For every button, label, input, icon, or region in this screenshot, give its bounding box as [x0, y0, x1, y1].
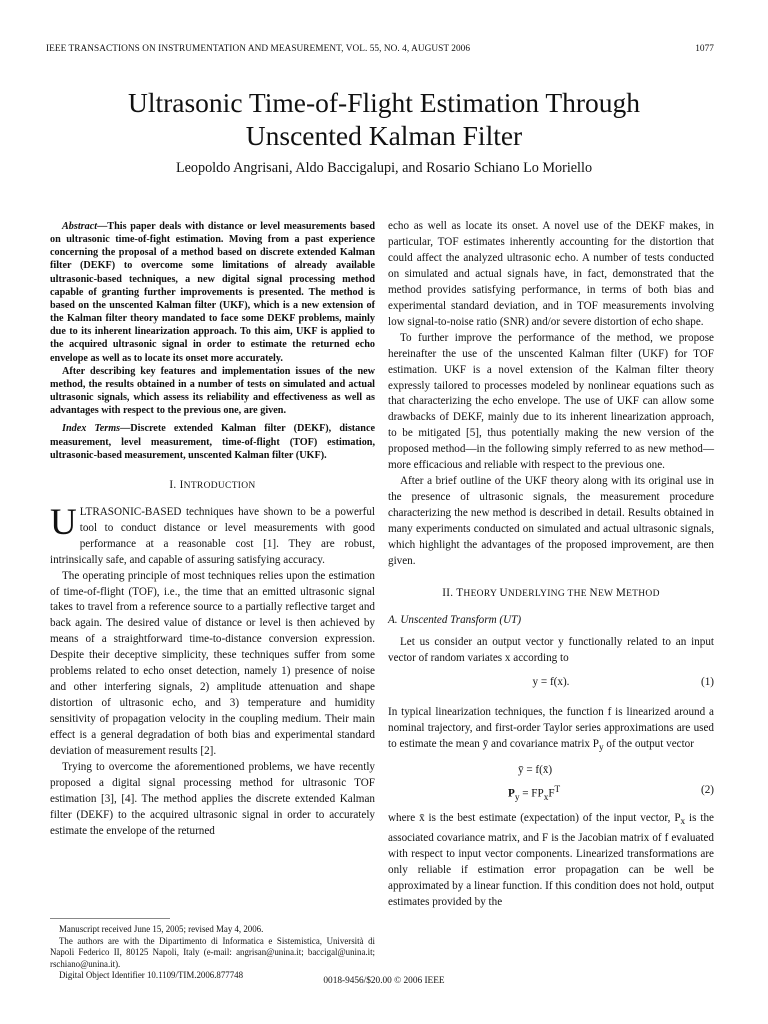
- drop-cap: U: [50, 501, 77, 543]
- footnote-2: The authors are with the Dipartimento di Informatica e Sistemistica, Università di Napoli Federico II, 80125 Napoli, Italy (e-mail: angrisan@unina.it; baccigal@unina.it; rschiano@unina.it).: [50, 935, 375, 969]
- authors: Leopoldo Angrisani, Aldo Baccigalupi, and Rosario Schiano Lo Moriello: [175, 160, 593, 176]
- right-column: [388, 219, 714, 911]
- section-1-heading: I. INTRODUCTION: [169, 478, 256, 491]
- title-line-2: Unscented Kalman Filter: [245, 120, 523, 151]
- ut-p1: Let us consider an output vector y functionally related to an input vector of random variates x according to: [388, 635, 714, 664]
- index-terms: [50, 422, 375, 461]
- intro-p1: ULTRASONIC-BASED techniques have shown to be a powerful tool to conduct distance or level measurements with good performance at a reasonable cost [1]. They are robust, intrinsically safe, and capable of assuring satisfying accuracy.: [50, 501, 375, 566]
- index-terms-text: —Discrete extended Kalman filter (DEKF), distance measurement, level measurement, time-of-flight (TOF) estimation, ultrasonic-based measurement, unscented Kalman filter (UKF).: [50, 423, 375, 461]
- ut-p2: In typical linearization techniques, the function f is linearized around a nominal trajectory, and first-order Taylor series approximations are used to estimate the mean ȳ and covariance matrix $P_y$ of the output vector: [388, 705, 714, 753]
- right-p2: To further improve the performance of the method, we propose hereinafter the use of the unscented Kalman filter (UKF) for TOF estimation. UKF is a novel extension of the Kalman filter theory expressly tailored to processes modeled by nonlinear equations such as that characterizing the echo envelope. The use of UKF can allow some drawbacks of DEKF, mainly due to its inherent linearization approach, to be mitigated [5], thus potentially making the new version of the proposed method—in the following simply referred to as new method—more efficacious and reliable with respect to the previous one.: [388, 331, 714, 472]
- equation-1-number: (1): [701, 675, 714, 688]
- ut-p3: where x̄ is the best estimate (expectation) of the input vector, $P_x$ is the associated covariance matrix, and F is the Jacobian matrix of f evaluated with respect to input vector components. Linearized transformations are only reliable if estimation error propagation can be well be approximated by a linear function. If this condition does not hold, output estimates provided by the: [388, 811, 714, 908]
- equation-1-body: y = f(x).: [532, 675, 570, 688]
- page-number: 1077: [695, 44, 714, 54]
- intro-p3: Trying to overcome the aforementioned problems, we have recently proposed a digital signal processing method for ultrasonic TOF estimation [3], [4]. The method applies the discrete extended Kalman filter (DEKF) to the acquired ultrasonic signal in order to accurately estimate the envelope of the returned: [50, 761, 375, 837]
- left-column: [50, 220, 375, 840]
- equation-2-line-1: ȳ = f(x̄): [518, 763, 553, 776]
- intro-p2: The operating principle of most techniques relies upon the estimation of time-of-flight (TOF), i.e., the time that an emitted ultrasonic signal takes to travel from a reference source to a partially reflective target and back again. The desired value of distance or level is then achieved by means of a straightforward time-to-distance conversion expression. Despite their deceptive simplicity, these techniques suffer from some problems related to echo onset detection, namely 1) presence of noise and other interfering signals, 2) amplitude attenuation and shape distortion of ultrasonic echo, and 3) temperature and humidity sensitivity of propagation velocity in the coupling medium. Their main effect is a general degradation of both bias and experimental standard deviation of measurement results [2].: [50, 569, 375, 758]
- footnote-3: Digital Object Identifier 10.1109/TIM.2006.877748: [59, 970, 244, 981]
- subsection-a-heading: A. Unscented Transform (UT): [388, 613, 522, 626]
- equation-2-number: (2): [701, 783, 714, 796]
- journal-header: IEEE TRANSACTIONS ON INSTRUMENTATION AND MEASUREMENT, VOL. 55, NO. 4, AUGUST 2006: [46, 44, 471, 54]
- abstract-label: Abstract: [62, 221, 98, 232]
- right-p1: echo as well as locate its onset. A novel use of the DEKF makes, in particular, TOF estimates inherently accounting for the distortion that could affect the analyzed ultrasonic echo. A number of tests conducted on simulated and actual signals have, in fact, demonstrated that the method provides satisfying performance, in terms of both bias and experimental standard deviation, and in TOF measurements involving low signal-to-noise ratio (SNR) and/or severe distortion of echo shape.: [388, 220, 714, 328]
- paper-title: [0, 86, 768, 152]
- equation-2-line-2: $P_y = FP_xF^T$: [508, 784, 561, 803]
- equation-2: [388, 763, 714, 805]
- equation-1: [388, 675, 714, 697]
- footnote-rule: [50, 918, 170, 919]
- index-terms-label: Index Terms: [62, 423, 121, 435]
- running-header: [46, 44, 714, 54]
- abstract-p2: After describing key features and implementation issues of the new method, the results obtained in a number of tests on simulated and actual ultrasonic signals, which assess its reliability and effectiveness as well as advantages with respect to the previous one, are given.: [50, 365, 375, 417]
- copyright-footer: 0018-9456/$20.00 © 2006 IEEE: [323, 976, 445, 986]
- right-p3: After a brief outline of the UKF theory along with its original use in the presence of ultrasonic signals, the measurement procedure characterizing the new method is described in detail. Results obtained in many experiments conducted on simulated and actual ultrasonic signals, which highlight the advantages of the proposed improvement, are then given.: [388, 475, 714, 568]
- footnote-1: Manuscript received June 15, 2005; revised May 4, 2006.: [59, 924, 264, 934]
- footnotes: [50, 924, 375, 982]
- title-line-1: Ultrasonic Time-of-Flight Estimation Through: [127, 87, 641, 118]
- abstract-text: —This paper deals with distance or level measurements based on ultrasonic time-of-fight estimation. Moving from a past experience concerning the proposal of a method based on discrete extended Kalman filter (DEKF) to overcome some limitations of already available ultrasonic-based techniques, a new digital signal processing method capable of granting further improvements is presented. The method is based on the unscented Kalman filter (UKF), which is a new extension of the Kalman filter theory mandated to face some DEKF problems, mainly due to its inherent linearization approach. To this aim, UKF is applied to the acquired ultrasonic signal in order to estimate the returned echo envelope as well as to locate its onset more accurately.: [50, 221, 375, 364]
- abstract-p1: [50, 220, 375, 365]
- section-2-heading: II. THEORY UNDERLYING THE NEW METHOD: [442, 586, 660, 599]
